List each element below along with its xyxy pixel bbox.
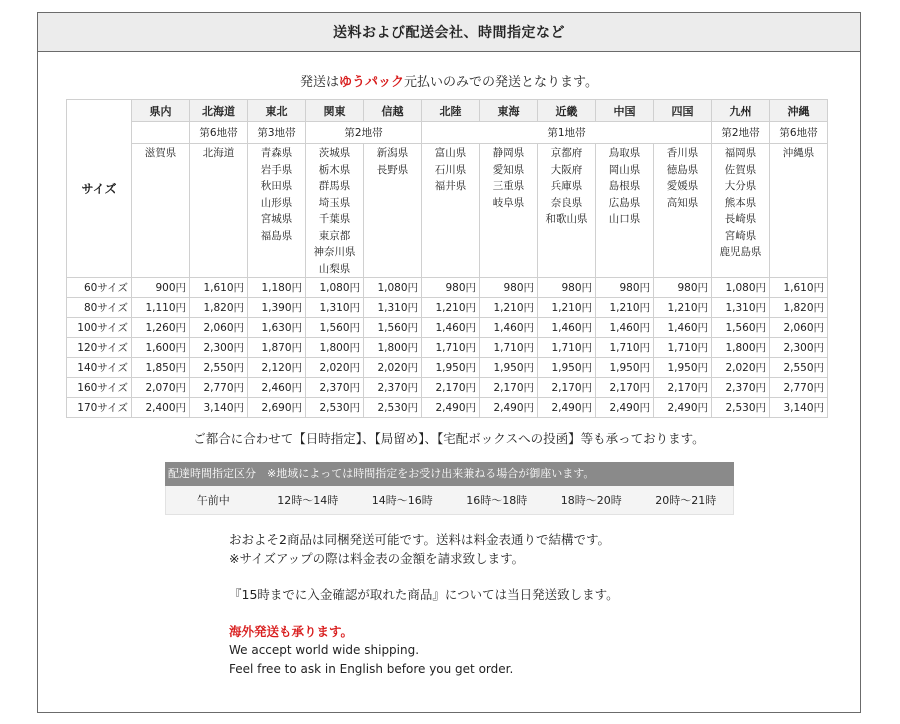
- table-row: [67, 318, 828, 338]
- price-cell: 2,550円: [770, 358, 828, 378]
- table-row: [67, 298, 828, 318]
- region-header: 信越: [364, 100, 422, 122]
- zone-label: 第6地帯: [190, 122, 248, 144]
- prefecture-list: [538, 144, 596, 278]
- prefecture-name: 岐阜県: [492, 196, 525, 209]
- prefecture-name: 愛媛県: [666, 180, 699, 192]
- region-header: 関東: [306, 100, 364, 122]
- prefecture-name: 香川県: [666, 147, 699, 159]
- price-cell: 2,170円: [596, 378, 654, 398]
- sizeup-note: ※サイズアップの際は料金表の金額を請求致します。: [229, 550, 525, 566]
- price-cell: 1,460円: [654, 318, 712, 338]
- price-cell: 2,770円: [770, 378, 828, 398]
- region-header: 北海道: [190, 100, 248, 122]
- table-row: [67, 398, 828, 418]
- prefecture-name: 福井県: [434, 180, 467, 192]
- prefecture-list: [480, 144, 538, 278]
- region-header: 近畿: [538, 100, 596, 122]
- zone-label: 第2地帯: [712, 122, 770, 144]
- price-cell: 2,020円: [364, 358, 422, 378]
- price-cell: 1,210円: [422, 298, 480, 318]
- prefecture-name: 愛知県: [492, 163, 525, 176]
- prefecture-list: [306, 144, 364, 278]
- prefecture-name: 大阪府: [550, 163, 583, 176]
- price-cell: 2,490円: [480, 398, 538, 418]
- prefecture-name: 山形県: [260, 196, 293, 209]
- region-header: 中国: [596, 100, 654, 122]
- prefecture-name: 熊本県: [724, 196, 757, 209]
- price-cell: 1,080円: [306, 278, 364, 298]
- price-cell: 2,460円: [248, 378, 306, 398]
- delivery-time-slots: [165, 486, 734, 515]
- region-header: 東海: [480, 100, 538, 122]
- prefecture-name: 埼玉県: [318, 196, 351, 209]
- time-slot: 16時～18時: [466, 494, 528, 507]
- table-row: [67, 378, 828, 398]
- price-cell: 1,560円: [306, 318, 364, 338]
- time-slot: 12時～14時: [277, 494, 339, 507]
- price-cell: 1,080円: [712, 278, 770, 298]
- price-cell: 1,560円: [364, 318, 422, 338]
- size-row-label: 160サイズ: [67, 378, 132, 398]
- english-note-1: We accept world wide shipping.: [229, 643, 420, 657]
- sameday-note: 『15時までに入金確認が取れた商品』については当日発送致します。: [229, 587, 619, 602]
- prefecture-name: 千葉県: [318, 213, 351, 225]
- delivery-options-note: ご都合に合わせて【日時指定】、【局留め】、【宅配ボックスへの投函】等も承っております。: [193, 431, 705, 446]
- prefecture-name: 長野県: [376, 163, 409, 176]
- price-cell: 2,170円: [654, 378, 712, 398]
- prefecture-name: 秋田県: [260, 180, 293, 192]
- prefecture-name: 滋賀県: [144, 147, 177, 159]
- prefecture-name: 福岡県: [724, 147, 757, 159]
- price-cell: 2,530円: [364, 398, 422, 418]
- price-cell: 2,550円: [190, 358, 248, 378]
- price-cell: 1,630円: [248, 318, 306, 338]
- price-cell: 1,820円: [770, 298, 828, 318]
- price-cell: 2,490円: [654, 398, 712, 418]
- zone-label: 第3地帯: [248, 122, 306, 144]
- price-cell: 2,170円: [480, 378, 538, 398]
- intro-prefix: 発送は: [300, 75, 340, 90]
- price-cell: 1,870円: [248, 338, 306, 358]
- prefecture-name: 石川県: [434, 163, 467, 176]
- prefecture-name: 和歌山県: [545, 213, 588, 225]
- price-cell: 1,950円: [422, 358, 480, 378]
- prefecture-name: 栃木県: [318, 163, 351, 176]
- price-cell: 2,690円: [248, 398, 306, 418]
- price-cell: 1,560円: [712, 318, 770, 338]
- prefecture-list: [364, 144, 422, 278]
- price-cell: 1,110円: [132, 298, 190, 318]
- size-row-label: 120サイズ: [67, 338, 132, 358]
- size-column-header: サイズ: [67, 100, 132, 278]
- price-cell: 2,400円: [132, 398, 190, 418]
- zone-label: 第2地帯: [306, 122, 422, 144]
- price-cell: 1,950円: [480, 358, 538, 378]
- price-cell: 1,800円: [712, 338, 770, 358]
- zone-label: 第1地帯: [422, 122, 712, 144]
- price-cell: 1,310円: [306, 298, 364, 318]
- prefecture-name: 佐賀県: [724, 163, 757, 176]
- price-cell: 1,610円: [190, 278, 248, 298]
- region-header: 東北: [248, 100, 306, 122]
- price-cell: 980円: [480, 278, 538, 298]
- prefecture-name: 長崎県: [724, 213, 757, 225]
- prefecture-name: 青森県: [260, 147, 293, 159]
- size-row-label: 80サイズ: [67, 298, 132, 318]
- prefecture-name: 広島県: [608, 196, 641, 209]
- prefecture-name: 宮城県: [260, 213, 293, 225]
- price-cell: 2,300円: [190, 338, 248, 358]
- price-cell: 1,950円: [596, 358, 654, 378]
- price-cell: 1,710円: [596, 338, 654, 358]
- prefecture-name: 新潟県: [376, 147, 409, 159]
- price-cell: 1,710円: [538, 338, 596, 358]
- price-cell: 2,170円: [538, 378, 596, 398]
- prefecture-name: 奈良県: [550, 196, 583, 209]
- prefecture-list: [190, 144, 248, 278]
- region-header: 県内: [132, 100, 190, 122]
- bundle-note: おおよそ2商品は同梱発送可能です。送料は料金表通りで結構です。: [229, 532, 610, 547]
- prefecture-name: 宮崎県: [724, 229, 757, 242]
- time-slot: 18時～20時: [560, 494, 622, 507]
- table-row: [67, 278, 828, 298]
- prefecture-name: 静岡県: [492, 147, 525, 159]
- price-cell: 2,060円: [190, 318, 248, 338]
- price-cell: 1,710円: [480, 338, 538, 358]
- price-cell: 2,170円: [422, 378, 480, 398]
- delivery-time-heading: 配達時間指定区分 ※地域によっては時間指定をお受け出来兼ねる場合が御座います。: [165, 462, 734, 486]
- prefecture-list: [654, 144, 712, 278]
- prefecture-name: 岩手県: [260, 163, 293, 176]
- price-cell: 1,460円: [422, 318, 480, 338]
- price-cell: 980円: [654, 278, 712, 298]
- panel-title: 送料および配送会社、時間指定など: [38, 13, 860, 52]
- price-cell: 1,390円: [248, 298, 306, 318]
- price-cell: 2,370円: [306, 378, 364, 398]
- shipping-rate-table: [66, 99, 828, 418]
- table-row: [67, 338, 828, 358]
- prefecture-list: [596, 144, 654, 278]
- overseas-note: 海外発送も承ります。: [229, 623, 354, 639]
- price-cell: 2,020円: [306, 358, 364, 378]
- price-cell: 1,610円: [770, 278, 828, 298]
- price-cell: 1,820円: [190, 298, 248, 318]
- price-cell: 2,490円: [596, 398, 654, 418]
- english-note-2: Feel free to ask in English before you get order.: [229, 661, 514, 676]
- price-cell: 900円: [132, 278, 190, 298]
- price-cell: 1,460円: [596, 318, 654, 338]
- prefecture-list: [132, 144, 190, 278]
- zone-label: 第6地帯: [770, 122, 828, 144]
- price-cell: 980円: [422, 278, 480, 298]
- price-cell: 3,140円: [190, 398, 248, 418]
- price-cell: 2,490円: [538, 398, 596, 418]
- carrier-name: ゆうパック: [339, 75, 405, 90]
- price-cell: 2,530円: [712, 398, 770, 418]
- region-header: 九州: [712, 100, 770, 122]
- price-cell: 2,020円: [712, 358, 770, 378]
- price-cell: 1,180円: [248, 278, 306, 298]
- size-row-label: 60サイズ: [67, 278, 132, 298]
- price-cell: 2,370円: [712, 378, 770, 398]
- shipping-info-panel: [37, 12, 861, 713]
- prefecture-name: 北海道: [202, 147, 235, 159]
- price-cell: 1,080円: [364, 278, 422, 298]
- time-slot: 14時～16時: [371, 494, 433, 507]
- price-cell: 2,770円: [190, 378, 248, 398]
- price-cell: 1,210円: [480, 298, 538, 318]
- size-row-label: 170サイズ: [67, 398, 132, 418]
- intro-suffix: 元払いのみでの発送となります。: [404, 75, 598, 90]
- price-cell: 2,300円: [770, 338, 828, 358]
- price-cell: 1,210円: [654, 298, 712, 318]
- prefecture-name: 神奈川県: [313, 246, 356, 258]
- prefecture-name: 鳥取県: [608, 147, 641, 159]
- zone-label: [132, 122, 190, 144]
- price-cell: 2,120円: [248, 358, 306, 378]
- price-cell: 3,140円: [770, 398, 828, 418]
- prefecture-name: 京都府: [550, 147, 583, 159]
- region-header: 沖縄: [770, 100, 828, 122]
- price-cell: 1,310円: [712, 298, 770, 318]
- price-cell: 2,490円: [422, 398, 480, 418]
- prefecture-name: 群馬県: [318, 180, 351, 192]
- price-cell: 1,800円: [364, 338, 422, 358]
- price-cell: 1,460円: [538, 318, 596, 338]
- prefecture-name: 島根県: [608, 180, 641, 192]
- prefecture-name: 沖縄県: [782, 147, 815, 159]
- price-cell: 1,950円: [538, 358, 596, 378]
- price-cell: 1,260円: [132, 318, 190, 338]
- delivery-time-box: [165, 462, 734, 515]
- price-cell: 1,950円: [654, 358, 712, 378]
- table-row: [67, 358, 828, 378]
- prefecture-name: 茨城県: [318, 147, 351, 159]
- price-cell: 1,600円: [132, 338, 190, 358]
- price-cell: 1,850円: [132, 358, 190, 378]
- price-cell: 1,210円: [596, 298, 654, 318]
- prefecture-name: 鹿児島県: [719, 246, 762, 258]
- price-cell: 2,370円: [364, 378, 422, 398]
- prefecture-list: [422, 144, 480, 278]
- shipping-notes: [229, 531, 619, 678]
- size-row-label: 140サイズ: [67, 358, 132, 378]
- prefecture-name: 東京都: [318, 229, 351, 242]
- prefecture-name: 山口県: [608, 213, 641, 225]
- price-cell: 1,800円: [306, 338, 364, 358]
- prefecture-name: 福島県: [260, 229, 293, 242]
- prefecture-list: [712, 144, 770, 278]
- price-cell: 1,710円: [654, 338, 712, 358]
- price-cell: 2,070円: [132, 378, 190, 398]
- prefecture-name: 大分県: [724, 180, 757, 192]
- prefecture-name: 富山県: [434, 147, 467, 159]
- prefecture-name: 高知県: [666, 196, 699, 209]
- prefecture-name: 山梨県: [318, 262, 351, 275]
- price-cell: 980円: [596, 278, 654, 298]
- price-cell: 1,710円: [422, 338, 480, 358]
- region-header: 四国: [654, 100, 712, 122]
- intro-text: [38, 71, 860, 90]
- time-slot: 午前中: [196, 494, 230, 507]
- prefecture-name: 三重県: [492, 180, 525, 192]
- time-slot: 20時～21時: [655, 494, 717, 507]
- region-header: 北陸: [422, 100, 480, 122]
- price-cell: 2,530円: [306, 398, 364, 418]
- prefecture-name: 兵庫県: [550, 180, 583, 192]
- prefecture-name: 岡山県: [608, 163, 641, 176]
- price-cell: 1,210円: [538, 298, 596, 318]
- price-cell: 2,060円: [770, 318, 828, 338]
- size-row-label: 100サイズ: [67, 318, 132, 338]
- prefecture-list: [248, 144, 306, 278]
- prefecture-name: 徳島県: [666, 163, 699, 176]
- price-cell: 1,310円: [364, 298, 422, 318]
- price-cell: 980円: [538, 278, 596, 298]
- prefecture-list: [770, 144, 828, 278]
- price-cell: 1,460円: [480, 318, 538, 338]
